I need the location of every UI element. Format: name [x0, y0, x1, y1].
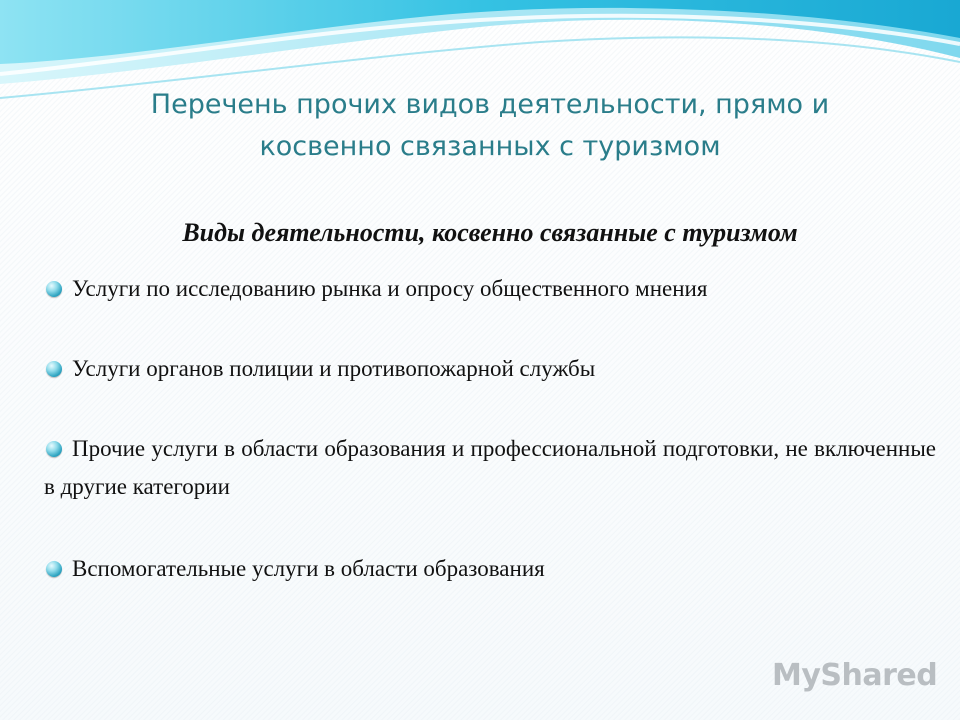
list-item-text: Вспомогательные услуги в области образования [72, 556, 545, 581]
list-item [44, 430, 936, 506]
title-line-1: Перечень прочих видов деятельности, прямо и [150, 89, 830, 120]
list-item-text: Услуги органов полиции и противопожарной службы [72, 356, 596, 381]
bullet-icon [46, 561, 62, 577]
slide-title [60, 84, 920, 168]
list-item [44, 270, 936, 308]
list-item [44, 550, 936, 588]
bullet-icon [46, 441, 62, 457]
list-item-text: Прочие услуги в области образования и профессиональной подготовки, не включенные в другие категории [44, 436, 936, 499]
activity-list [44, 270, 936, 588]
section-subtitle: Виды деятельности, косвенно связанные с туризмом [182, 218, 798, 247]
list-item [44, 350, 936, 388]
bullet-icon [46, 361, 62, 377]
list-item-text: Услуги по исследованию рынка и опросу общественного мнения [72, 276, 708, 301]
watermark-text: MyShared [772, 657, 938, 693]
title-line-2: косвенно связанных с туризмом [259, 131, 721, 162]
watermark [766, 652, 936, 698]
bullet-icon [46, 281, 62, 297]
